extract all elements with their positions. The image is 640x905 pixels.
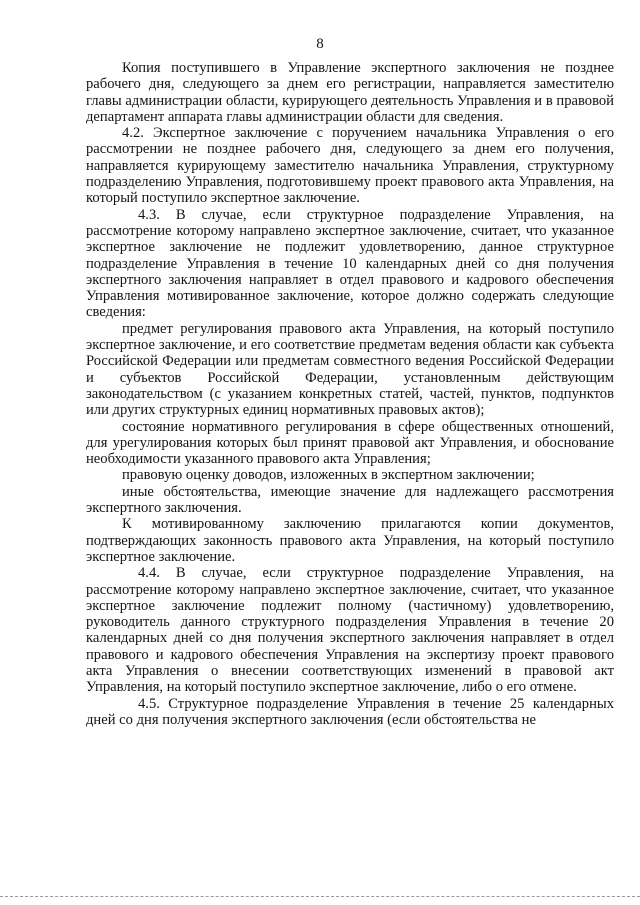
paragraph: состояние нормативного регулирования в сфере общественных отношений, для урегулирования которых был принят правовой акт Управления, и обоснование необходимости указанного правового акта Управления; <box>86 418 614 468</box>
paragraph: иные обстоятельства, имеющие значение для надлежащего рассмотрения экспертного заключения. <box>86 483 614 517</box>
document-body <box>86 60 614 728</box>
paragraph: 4.3. В случае, если структурное подразделение Управления, на рассмотрение которому направлено экспертное заключение, считает, что указанное экспертное заключение не подлежит удовлетворению, данное структурное подразделение Управления в течение 10 календарных дней со дня получения экспертного заключения направляет в отдел правового и кадрового обеспечения Управления мотивированное заключение, которое должно содержать следующие сведения: <box>86 206 614 321</box>
paragraph: К мотивированному заключению прилагаются копии документов, подтверждающих законность правового акта Управления, на который поступило экспертное заключение. <box>86 516 614 565</box>
paragraph: 4.4. В случае, если структурное подразделение Управления, на рассмотрение которому направлено экспертное заключение, считает, что указанное экспертное заключение подлежит полному (частичному) удовлетворению, руководитель данного структурного подразделения Управления в течение 20 календарных дней со дня получения экспертного заключения направляет в отдел правового и кадрового обеспечения Управления на экспертизу проект правового акта Управления о внесении соответствующих изменений в правовой акт Управления, на который поступило экспертное заключение, либо о его отмене. <box>86 565 614 696</box>
paragraph: предмет регулирования правового акта Управления, на который поступило экспертное заключение, и его соответствие предметам ведения области как субъекта Российской Федерации или предметам совместного ведения Российской Федерации и субъектов Российской Федерации, установленным действующим законодательством (с указанием конкретных статей, частей, пунктов, подпунктов или других структурных единиц нормативных правовых актов); <box>86 320 614 419</box>
paragraph: Копия поступившего в Управление экспертного заключения не позднее рабочего дня, следующего за днем его регистрации, направляется заместителю главы администрации области, курирующего деятельность Управления и в правовой департамент аппарата главы администрации области для сведения. <box>86 60 614 125</box>
paragraph: 4.2. Экспертное заключение с поручением начальника Управления о его рассмотрении не позднее рабочего дня, следующего за днем его получения, направляется курирующему заместителю начальника Управления, структурному подразделению Управления, подготовившему проект правового акта Управления, на который поступило экспертное заключение. <box>86 125 614 207</box>
paragraph: 4.5. Структурное подразделение Управления в течение 25 календарных дней со дня получения экспертного заключения (если обстоятельства не <box>86 695 614 728</box>
scan-artifact-line <box>0 896 640 897</box>
paragraph: правовую оценку доводов, изложенных в экспертном заключении; <box>122 467 535 484</box>
page-number: 8 <box>316 36 324 52</box>
